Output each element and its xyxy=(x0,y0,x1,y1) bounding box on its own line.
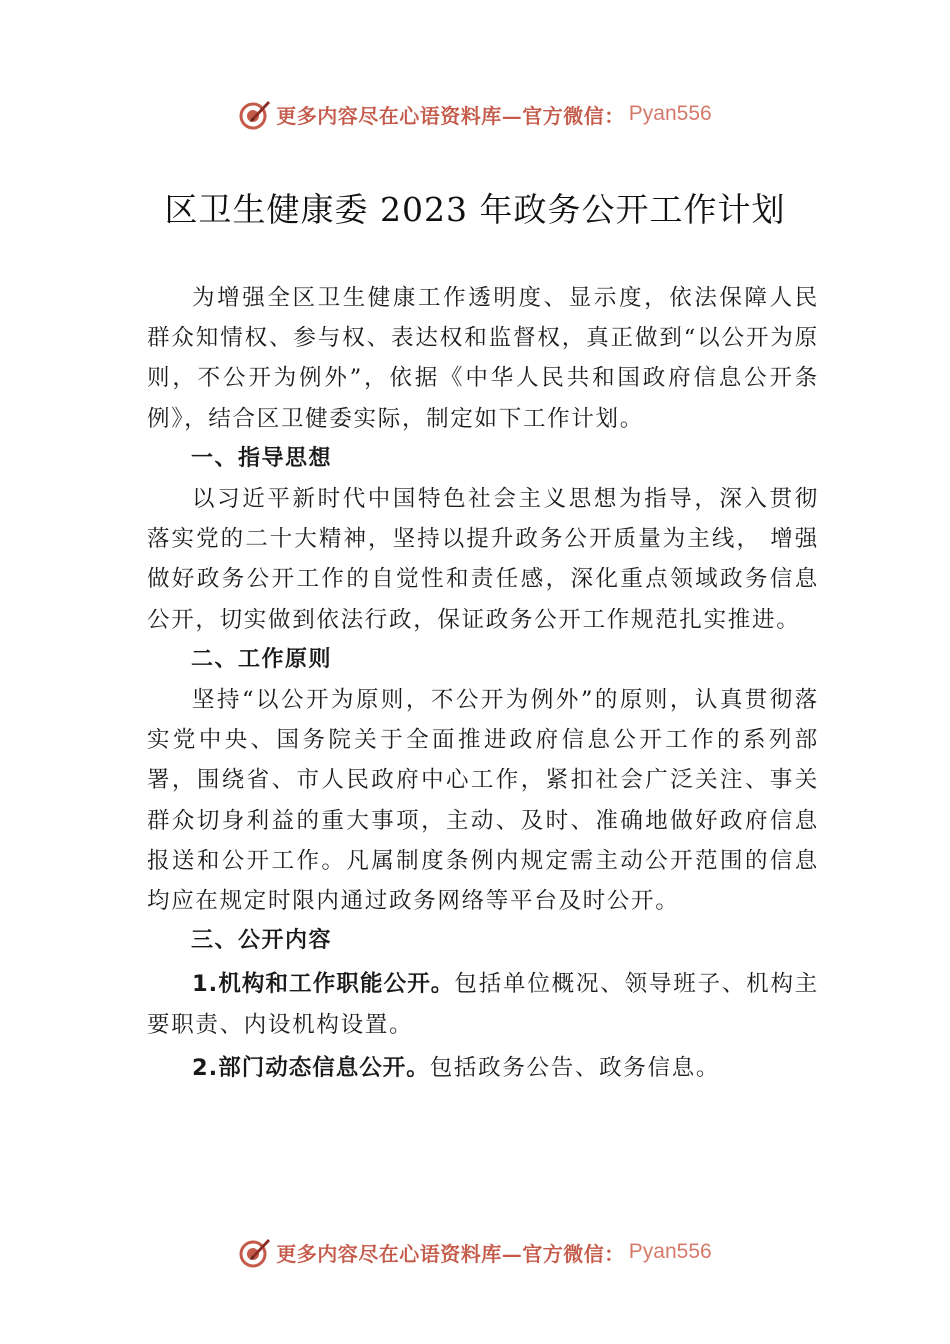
list-item-lead: 2.部门动态信息公开。 xyxy=(192,1054,430,1081)
watermark-footer xyxy=(0,1232,950,1272)
section-heading-disclosure-content: 三、公开内容 xyxy=(191,928,333,954)
section-heading-guiding-thought: 一、指导思想 xyxy=(191,445,333,471)
watermark-text: 更多内容尽在心语资料库—官方微信： xyxy=(276,103,625,128)
watermark-wechat-id: Pyan556 xyxy=(628,1240,712,1263)
pen-logo-icon xyxy=(238,1235,272,1269)
list-item-lead: 1.机构和工作职能公开。 xyxy=(192,971,455,998)
document-title: 区卫生健康委 2023 年政务公开工作计划 xyxy=(164,190,786,229)
watermark-text: 更多内容尽在心语资料库—官方微信： xyxy=(276,1241,625,1266)
section-body-work-principles: 坚持“以公开为原则，不公开为例外”的原则，认真贯彻落实党中央、国务院关于全面推进政府信息公开工作的系列部署，围绕省、市人民政府中心工作，紧扣社会广泛关注、事关群众切身利益的重大事项，主动、及时、准确地做好政府信息报送和公开工作。凡属制度条例内规定需主动公开范围的信息均应在规定时限内通过政务网络等平台及时公开。 xyxy=(147,687,819,915)
intro-paragraph: 为增强全区卫生健康工作透明度、显示度，依法保障人民群众知情权、参与权、表达权和监督权，真正做到“以公开为原则，不公开为例外”，依据《中华人民共和国政府信息公开条例》，结合区卫健委实际，制定如下工作计划。 xyxy=(147,285,819,432)
section-heading-work-principles: 二、工作原则 xyxy=(191,646,333,672)
list-item-text: 包括单位概况、领导班子、机构主要职责、内设机构设置。 xyxy=(147,971,819,1038)
list-item-text: 包括政务公告、政务信息。 xyxy=(429,1054,721,1081)
list-item xyxy=(147,964,819,1044)
document-body xyxy=(147,278,819,1088)
watermark-header xyxy=(0,94,950,134)
section-body-guiding-thought: 以习近平新时代中国特色社会主义思想为指导，深入贯彻落实党的二十大精神，坚持以提升政务公开质量为主线， 增强做好政务公开工作的自觉性和责任感，深化重点领域政务信息公开，切实做到依法行政，保证政务公开工作规范扎实推进。 xyxy=(147,486,819,633)
pen-logo-icon xyxy=(238,97,272,131)
list-item xyxy=(147,1048,819,1088)
watermark-wechat-id: Pyan556 xyxy=(628,102,712,125)
